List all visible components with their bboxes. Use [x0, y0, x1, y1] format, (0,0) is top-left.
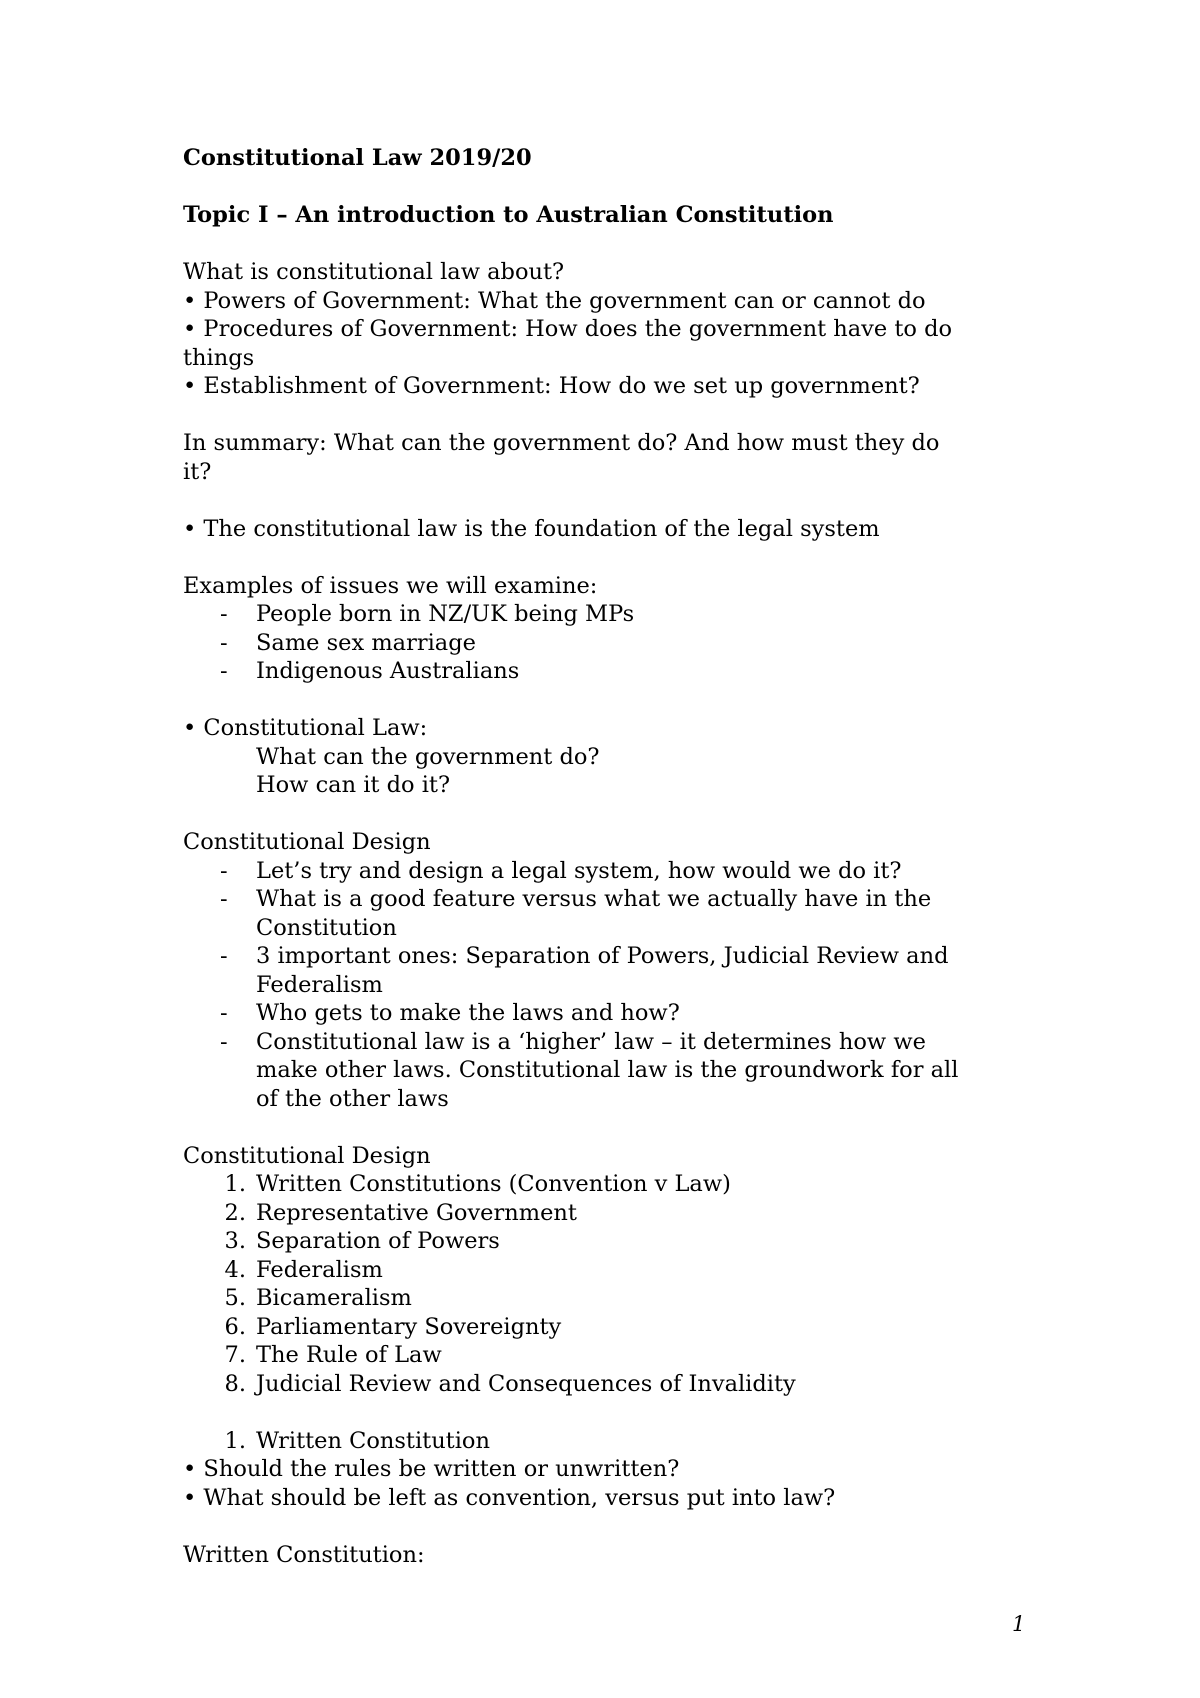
numbered-item: 4. Federalism: [183, 1256, 1043, 1285]
section-heading: Constitutional Design: [183, 829, 431, 855]
indented-question: What can the government do?: [256, 743, 600, 770]
numbered-item: 6. Parliamentary Sovereignty: [183, 1313, 1043, 1342]
bullet-procedures-cont: things: [183, 344, 255, 371]
bullet-foundation: • The constitutional law is the foundation of the legal system: [183, 515, 880, 542]
list-item: - Same sex marriage: [220, 629, 476, 656]
number-marker: 2.: [224, 1199, 246, 1226]
list-item: - What is a good feature versus what we actually have in the: [220, 886, 932, 912]
list-item: - People born in NZ/UK being MPs: [220, 601, 635, 627]
summary-line-cont: it?: [183, 458, 212, 485]
bullet-procedures: • Procedures of Government: How does the government have to do: [183, 316, 953, 342]
dash-marker: -: [220, 658, 228, 684]
examples-heading: Examples of issues we will examine:: [183, 572, 598, 599]
dash-marker: -: [220, 857, 228, 884]
question-line: What is constitutional law about?: [183, 259, 565, 285]
number-marker: 4.: [224, 1256, 246, 1283]
dash-marker: -: [220, 1000, 228, 1026]
document-body: [183, 144, 1043, 1569]
list-item-cont: Federalism: [256, 971, 383, 998]
page-number: 1: [1012, 1612, 1026, 1636]
bullet-powers: • Powers of Government: What the government can or cannot do: [183, 287, 926, 314]
list-item: - Let’s try and design a legal system, how would we do it?: [220, 857, 902, 884]
numbered-heading: 1. Written Constitution: [224, 1427, 490, 1454]
number-marker: 8.: [224, 1370, 246, 1397]
list-item: - Indigenous Australians: [220, 658, 520, 684]
dash-marker: -: [220, 943, 228, 969]
dash-marker: -: [220, 1028, 228, 1055]
indented-question: How can it do it?: [256, 772, 451, 798]
dash-marker: -: [220, 629, 228, 656]
number-marker: 5.: [224, 1285, 246, 1311]
numbered-item: 7. The Rule of Law: [183, 1341, 1043, 1370]
number-marker: 1.: [224, 1171, 246, 1197]
list-item-cont: make other laws. Constitutional law is the groundwork for all: [256, 1057, 959, 1083]
numbered-item: 8. Judicial Review and Consequences of Invalidity: [183, 1370, 1043, 1399]
dash-marker: -: [220, 886, 228, 912]
list-item-cont: of the other laws: [256, 1085, 449, 1112]
number-marker: 7.: [224, 1342, 246, 1368]
list-item-cont: Constitution: [256, 914, 397, 941]
numbered-item: 3. Separation of Powers: [183, 1227, 1043, 1256]
bullet-establishment: • Establishment of Government: How do we set up government?: [183, 373, 920, 399]
bullet-constitutional-law: • Constitutional Law:: [183, 715, 428, 741]
topic-heading: Topic I – An introduction to Australian Constitution: [183, 202, 834, 228]
list-item: - Who gets to make the laws and how?: [220, 1000, 680, 1026]
summary-line: In summary: What can the government do? And how must they do: [183, 430, 940, 456]
number-marker: 3.: [224, 1228, 246, 1254]
section-heading: Constitutional Design: [183, 1142, 431, 1169]
numbered-item: 5. Bicameralism: [183, 1284, 1043, 1313]
list-item: - Constitutional law is a ‘higher’ law – it determines how we: [220, 1028, 926, 1055]
bullet-written-rules: • Should the rules be written or unwritten?: [183, 1456, 680, 1482]
section-heading: Written Constitution:: [183, 1541, 425, 1568]
numbered-item: 2. Representative Government: [183, 1199, 1043, 1228]
document-title: Constitutional Law 2019/20: [183, 145, 532, 171]
list-item: - 3 important ones: Separation of Powers, Judicial Review and: [220, 943, 949, 969]
number-marker: 6.: [224, 1313, 246, 1340]
dash-marker: -: [220, 601, 228, 627]
numbered-item: 1. Written Constitutions (Convention v Law): [183, 1170, 1043, 1199]
bullet-convention: • What should be left as convention, versus put into law?: [183, 1484, 836, 1511]
